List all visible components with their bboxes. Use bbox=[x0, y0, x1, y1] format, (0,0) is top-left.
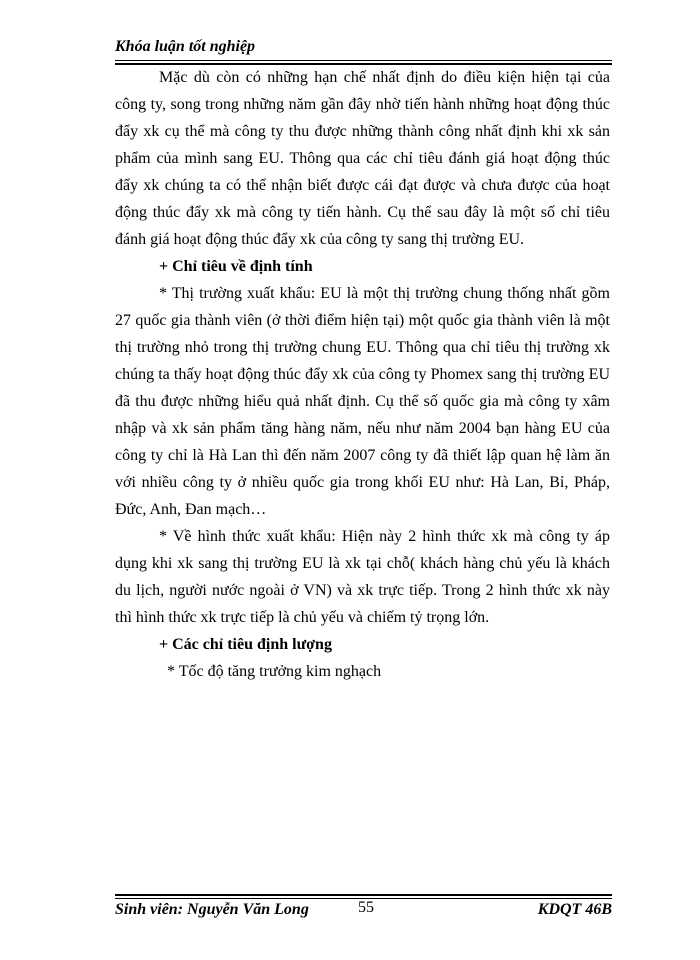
document-body bbox=[115, 64, 610, 685]
paragraph-export-market: * Thị trường xuất khẩu: EU là một thị trường chung thống nhất gồm 27 quốc gia thành viên (ở thời điểm hiện tại) một quốc gia thành viên là một thị trường nhỏ trong thị trường chung EU. Thông qua chỉ tiêu thị trường xk chúng ta thấy hoạt động thúc đẩy xk của công ty Phomex sang thị trường EU đã thu được những hiểu quả nhất định. Cụ thể số quốc gia mà công ty xâm nhập và xk sản phẩm tăng hàng năm, nếu như năm 2004 bạn hàng EU của công ty chỉ là Hà Lan thì đến năm 2007 công ty đã thiết lập quan hệ làm ăn với nhiều công ty ở nhiều quốc gia trong khối EU như: Hà Lan, Bỉ, Pháp, Đức, Anh, Đan mạch… bbox=[115, 285, 610, 518]
paragraph-export-form: * Về hình thức xuất khẩu: Hiện này 2 hình thức xk mà công ty áp dụng khi xk sang thị trường EU là xk tại chỗ( khách hàng chủ yếu là khách du lịch, người nước ngoài ở VN) và xk trực tiếp. Trong 2 hình thức xk này thì hình thức xk trực tiếp là chủ yếu và chiếm tỷ trọng lớn. bbox=[115, 528, 610, 626]
bullet-growth-rate: * Tốc độ tăng trưởng kim nghạch bbox=[167, 663, 382, 680]
heading-quantitative: + Các chỉ tiêu định lượng bbox=[159, 636, 332, 653]
footer-student-name: Sinh viên: Nguyễn Văn Long bbox=[115, 901, 309, 918]
paragraph-intro: Mặc dù còn có những hạn chế nhất định do điều kiện hiện tại của công ty, song trong những năm gần đây nhờ tiến hành những hoạt động thúc đẩy xk cụ thể mà công ty thu được những thành công nhất định khi xk sản phẩm của mình sang EU. Thông qua các chỉ tiêu đánh giá hoạt động thúc đẩy xk chúng ta có thể nhận biết được cái đạt được và chưa được của hoạt động thúc đẩy xk mà công ty tiến hành. Cụ thể sau đây là một số chỉ tiêu đánh giá hoạt động thúc đẩy xk của công ty sang thị trường EU. bbox=[115, 69, 610, 248]
page-number: 55 bbox=[358, 899, 374, 916]
header-title: Khóa luận tốt nghiệp bbox=[115, 38, 256, 55]
heading-qualitative: + Chỉ tiêu về định tính bbox=[159, 258, 313, 275]
footer-rule-thick bbox=[115, 894, 612, 896]
header-rule bbox=[115, 60, 612, 61]
footer-class: KDQT 46B bbox=[537, 901, 612, 918]
